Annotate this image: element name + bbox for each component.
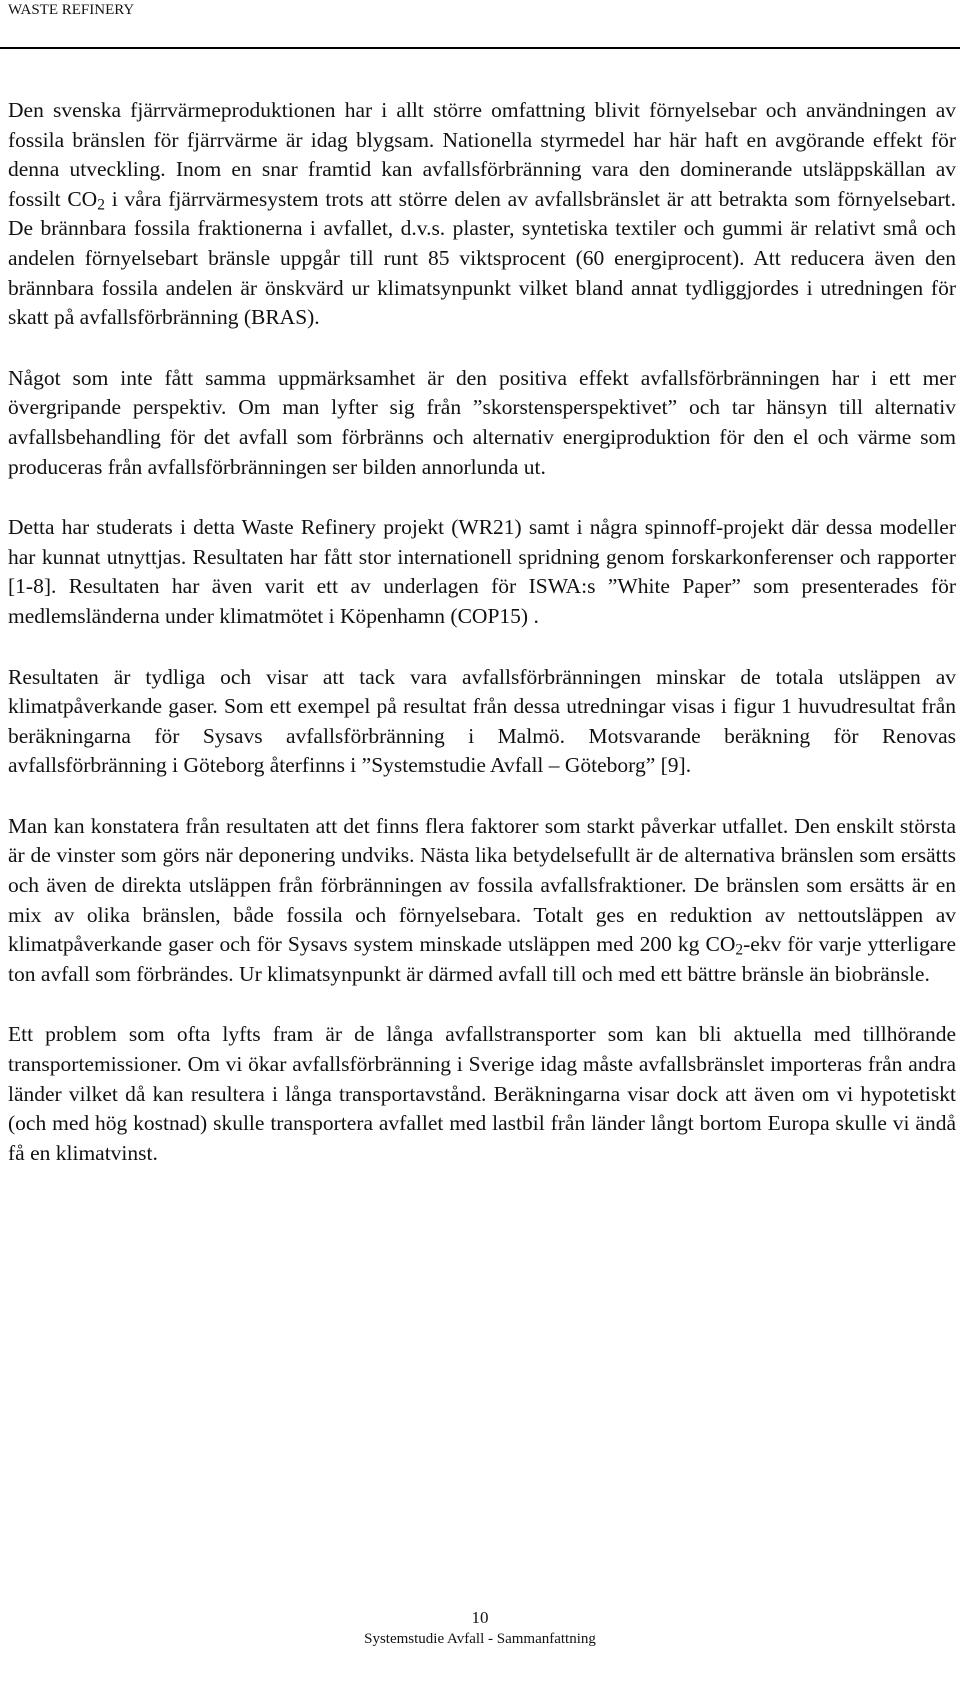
paragraph-5 (8, 812, 956, 990)
paragraph-6: Ett problem som ofta lyfts fram är de långa avfallstransporter som kan bli aktuella med tillhörande transportemissioner. Om vi ökar avfallsförbränning i Sverige idag måste avfallsbränslet importeras från andra länder vilket då kan resultera i långa transportavstånd. Beräkningarna visar dock att även om vi hypotetiskt (och med hög kostnad) skulle transportera avfallet med lastbil från länder långt bortom Europa skulle vi ändå få en klimatvinst. (8, 1022, 956, 1165)
running-header: WASTE REFINERY (8, 2, 135, 18)
paragraph-5-text-a: Man kan konstatera från resultaten att det finns flera faktorer som starkt påverkar utfallet. Den enskilt största är de vinster som görs när deponering undviks. Nästa lika betydelsefullt är de alternativa bränslen som ersätts och även de direkta utsläppen från förbränningen av fossila avfallsfraktioner. De bränslen som ersätts är en mix av olika bränslen, både fossila och förnyelsebara. Totalt ges en reduktion av nettoutsläppen av klimatpåverkande gaser och för Sysavs system minskade utsläppen med 200 kg CO (8, 813, 956, 957)
paragraph-1 (8, 96, 956, 333)
header-divider (0, 47, 960, 49)
paragraph-5-text-b: -ekv för varje ytterligare ton avfall som förbrändes. Ur klimatsynpunkt är därmed avfall till och med ett bättre bränsle än biobränsle. (8, 932, 956, 986)
paragraph-1-text-a: Den svenska fjärrvärmeproduktionen har i allt större omfattning blivit förnyelsebar och användningen av fossila bränslen för fjärrvärme är idag blygsam. Nationella styrmedel har här haft en avgörande effekt för denna utveckling. Inom en snar framtid kan avfallsförbränning vara den dominerande utsläppskällan av fossilt CO (8, 98, 956, 211)
paragraph-2: Något som inte fått samma uppmärksamhet är den positiva effekt avfallsförbränningen har i ett mer övergripande perspektiv. Om man lyfter sig från ”skorstensperspektivet” och tar hänsyn till alternativ avfallsbehandling för det avfall som förbränns och alternativ energiproduktion för den el och värme som produceras från avfallsförbränningen ser bilden annorlunda ut. (8, 365, 956, 479)
footer-title: Systemstudie Avfall - Sammanfattning (364, 1631, 596, 1647)
main-text (8, 96, 956, 1199)
paragraph-5-subscript: 2 (735, 941, 744, 959)
page-footer (0, 1608, 960, 1650)
paragraph-1-text-b: i våra fjärrvärmesystem trots att större delen av avfallsbränslet är att betrakta som förnyelsebart. De brännbara fossila fraktionerna i avfallet, d.v.s. plaster, syntetiska textiler och gummi är relativt små och andelen förnyelsebart bränsle uppgår till runt 85 viktsprocent (60 energiprocent). Att reducera även den brännbara fossila andelen är önskvärd ur klimatsynpunkt vilket bland annat tydliggjordes i utredningen för skatt på avfallsförbränning (BRAS). (8, 186, 956, 330)
paragraph-3: Detta har studerats i detta Waste Refinery projekt (WR21) samt i några spinnoff-projekt där dessa modeller har kunnat utnyttjas. Resultaten har fått stor internationell spridning genom forskarkonferenser och rapporter [1-8]. Resultaten har även varit ett av underlagen för ISWA:s ”White Paper” som presenterades för medlemsländerna under klimatmötet i Köpenhamn (COP15) . (8, 515, 956, 628)
paragraph-4: Resultaten är tydliga och visar att tack vara avfallsförbränningen minskar de totala utsläppen av klimatpåverkande gaser. Som ett exempel på resultat från dessa utredningar visas i figur 1 huvudresultat från beräkningarna för Sysavs avfallsförbränning i Malmö. Motsvarande beräkning för Renovas avfallsförbränning i Göteborg återfinns i ”Systemstudie Avfall – Göteborg” [9]. (8, 664, 956, 778)
page-number: 10 (471, 1608, 489, 1627)
paragraph-1-subscript: 2 (97, 196, 105, 214)
